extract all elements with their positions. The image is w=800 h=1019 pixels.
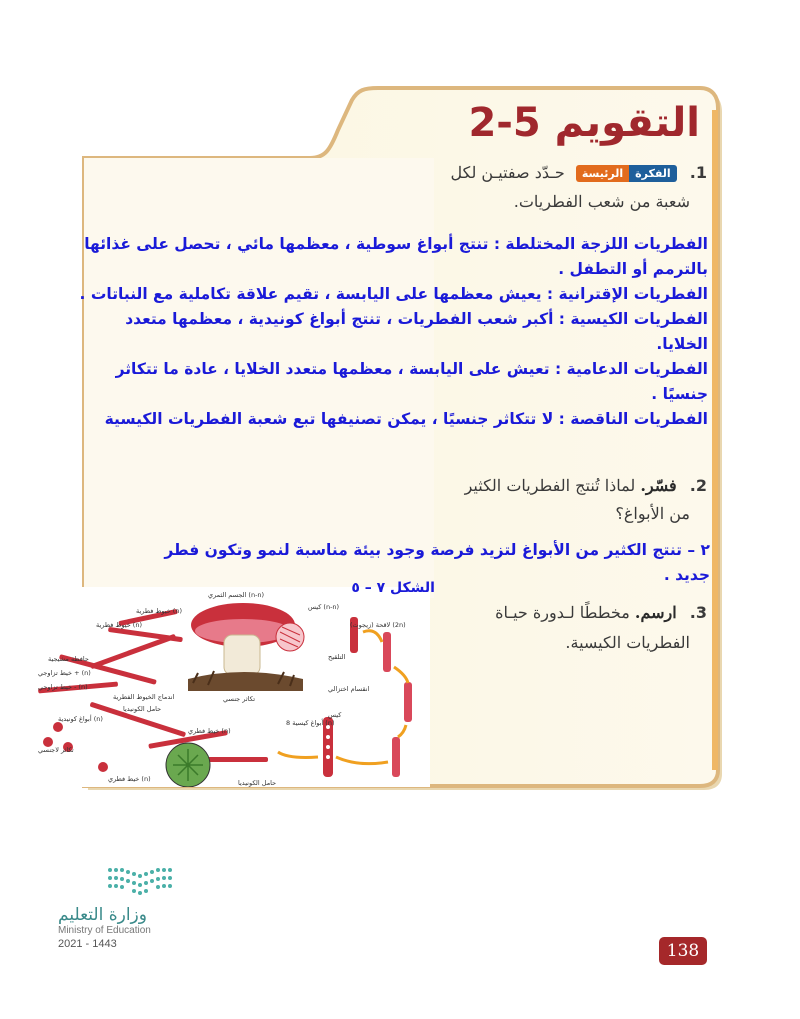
figure-label: 8 أبواغ كيسية (n) (286, 719, 335, 727)
answer-line: جديد . (663, 566, 710, 584)
question-3-line-2: الفطريات الكيسية. (565, 633, 690, 652)
figure-label: اندماج الخيوط الفطرية (113, 693, 175, 701)
page-number: 138 (659, 937, 707, 965)
ascomycete-life-cycle-figure (28, 587, 430, 787)
badge-part: الفكرة (629, 165, 677, 182)
figure-label: خيط تزاوجي + (n) (38, 669, 91, 677)
fruiting-body-illustration (188, 603, 304, 691)
answer-line: الفطريات الناقصة : لا تتكاثر جنسيًا ، يمكن تصنيفها تبع شعبة الفطريات الكيسية (104, 410, 708, 428)
question-1 (435, 163, 707, 182)
figure-label: خيط تزاوجي - (n) (38, 683, 88, 691)
figure-label: خيوط فطرية (n) (136, 607, 182, 615)
question-2 (435, 476, 707, 495)
question-number: 2. (689, 476, 707, 495)
figure-label: أبواغ كونيدية (n) (58, 715, 103, 723)
question-verb: ارسم. (634, 603, 677, 622)
ministry-logo-icon (58, 862, 218, 902)
figure-label: خيوط فطرية (n) (96, 621, 142, 629)
question-3 (435, 603, 707, 622)
answer-line: بالترمم أو التطفل . (558, 260, 708, 278)
question-1-line-2: شعبة من شعب الفطريات. (513, 192, 690, 211)
answer-line: الفطريات الدعامية : تعيش على اليابسة ، معظمها متعدد الخلايا ، عادة ما تتكاثر (115, 360, 708, 378)
question-number: 3. (689, 603, 707, 622)
question-text: مخططًا لـدورة حيـاة (495, 603, 630, 622)
figure-label: كيس (n-n) (308, 603, 340, 611)
answer-line: ٢ – تنتج الكثير من الأبواغ لتزيد فرصة وجود بيئة مناسبة لنمو وتكون فطر (164, 541, 710, 559)
figure-label: حامل الكونيديا (238, 779, 277, 787)
ministry-name-english: Ministry of Education (58, 925, 151, 936)
main-idea-badge (576, 165, 677, 182)
answer-line: الفطريات الكيسية : أكبر شعب الفطريات ، تنتج أبواغ كونيدية ، معظمها متعدد (125, 310, 708, 328)
badge-part: الرئيسة (576, 165, 629, 182)
answers-question-1 (58, 232, 708, 432)
figure-label: تكاثر جنسي (223, 695, 256, 703)
answer-line: الخلايا. (656, 335, 708, 353)
question-text: حـدّد صفتيـن لكل (450, 163, 565, 182)
figure-label: انقسام اختزالي (328, 685, 370, 693)
figure-caption: الشكل ٧ – ٥ (351, 580, 435, 596)
answer-line: جنسيًا . (651, 385, 708, 403)
ministry-year: 2021 - 1443 (58, 938, 117, 950)
question-2-line-2: من الأبواغ؟ (615, 504, 690, 523)
figure-label: تكاثر لاجنسي (38, 746, 74, 754)
life-cycle-diagram (28, 587, 430, 787)
question-text: لماذا تُنتج الفطريات الكثير (464, 476, 636, 495)
figure-label: حامل الكونيديا (123, 705, 162, 713)
figure-label: التلقيح (328, 653, 346, 661)
ministry-name-arabic: وزارة التعليم (58, 905, 147, 925)
figure-label: حافظة مشيجية (48, 655, 89, 663)
answer-line: الفطريات الإقترانية : يعيش معظمها على اليابسة ، تقيم علاقة تكاملية مع النباتات . (79, 285, 708, 303)
figure-label: خيط فطري (n) (188, 727, 231, 735)
answer-line: الفطريات اللزجة المختلطة : تنتج أبواغ سوطية ، معظمها مائي ، تحصل على غذائها (84, 235, 708, 253)
section-title: التقويم 5-2 (468, 100, 700, 146)
figure-label: كيس (328, 711, 342, 719)
figure-label: لاقحة (زيجوت) (2n) (350, 621, 406, 629)
figure-label: الجسم الثمري (n-n) (208, 591, 265, 599)
figure-label: خيط فطري (n) (108, 775, 151, 783)
question-number: 1. (689, 163, 707, 182)
question-verb: فسّر. (640, 476, 677, 495)
